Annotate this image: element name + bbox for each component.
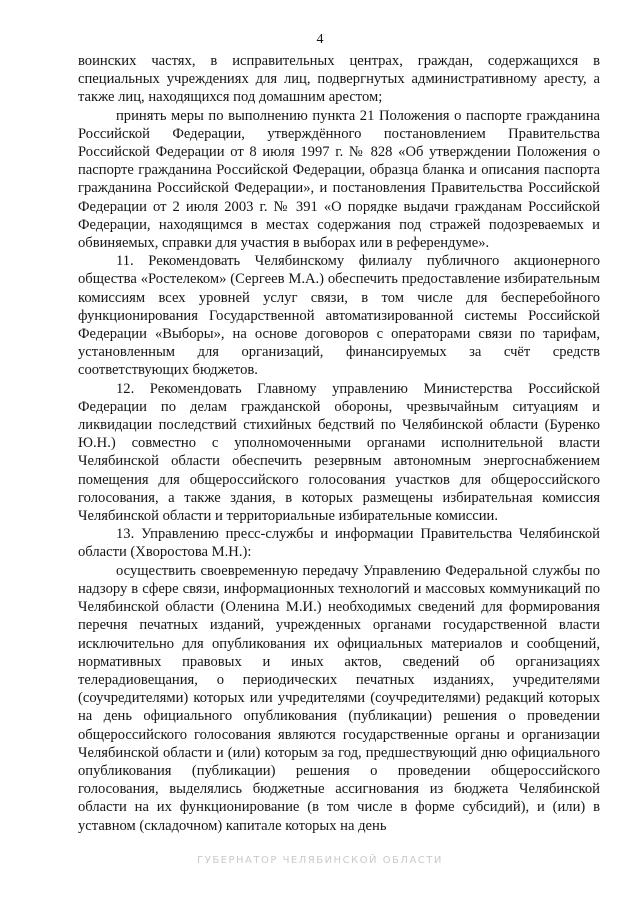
- paragraph-passport-measures: принять меры по выполнению пункта 21 Положения о паспорте гражданина Российской Федерации, утверждённого постановлением Правительства Российской Федерации от 8 июля 1997 г. № 828 «Об утверждении Положения о паспорте гражданина Российской Федерации, образца бланка и описания паспорта гражданина Российской Федерации», и постановления Правительства Российской Федерации от 2 июля 2003 г. № 391 «О порядке выдачи гражданам Российской Федерации, находящимся в местах содержания под стражей подозреваемых и обвиняемых, справки для участия в выборах или в референдуме».: [78, 107, 600, 252]
- footer-watermark: ГУБЕРНАТОР ЧЕЛЯБИНСКОЙ ОБЛАСТИ: [197, 855, 443, 866]
- paragraph-item-12: 12. Рекомендовать Главному управлению Министерства Российской Федерации по делам гражданской обороны, чрезвычайным ситуациям и ликвидации последствий стихийных бедствий по Челябинской области (Буренко Ю.Н.) совместно с уполномоченными органами исполнительной власти Челябинской области обеспечить резервным автономным энергоснабжением помещения для общероссийского голосования участков для общероссийского голосования, а также здания, в которых размещены избирательная комиссия Челябинской области и территориальные избирательные комиссии.: [78, 380, 600, 525]
- paragraph-continuation: воинских частях, в исправительных центрах, граждан, содержащихся в специальных учреждениях для лиц, подвергнутых административному аресту, а также лиц, находящихся под домашним арестом;: [78, 53, 600, 106]
- paragraph-item-13-task: осуществить своевременную передачу Управлению Федеральной службы по надзору в сфере связи, информационных технологий и массовых коммуникаций по Челябинской области (Оленина М.И.) необходимых сведений для формирования перечня печатных изданий, учрежденных органами государственной власти исключительно для опубликования их официальных материалов и сообщений, нормативных правовых и иных актов, сведений об организациях телерадиовещания, о периодических печатных изданиях, учредителями (соучредителями) которых или учредителями (соучредителями) редакций которых на день официального опубликования (публикации) решения о проведении общероссийского голосования являются государственные органы и организации Челябинской области и (или) которым за год, предшествующий дню официального опубликования (публикации) решения о проведении общероссийского голосования, выделялись бюджетные ассигнования из бюджета Челябинской области на их функционирование (в том числе в форме субсидий), и (или) в уставном (складочном) капитале которых на день: [78, 562, 600, 834]
- page-number: 4: [316, 32, 324, 47]
- paragraph-item-11: 11. Рекомендовать Челябинскому филиалу публичного акционерного общества «Ростелеком» (Сергеев М.А.) обеспечить предоставление избирательным комиссиям всех уровней услуг связи, в том числе для бесперебойного функционирования Государственной автоматизированной системы Российской Федерации «Выборы», на основе договоров с операторами связи по тарифам, установленным для организаций, финансируемых за счёт средств соответствующих бюджетов.: [78, 253, 600, 379]
- paragraph-item-13: 13. Управлению пресс-службы и информации Правительства Челябинской области (Хворостова М.Н.):: [78, 526, 600, 561]
- document-body: [78, 52, 600, 835]
